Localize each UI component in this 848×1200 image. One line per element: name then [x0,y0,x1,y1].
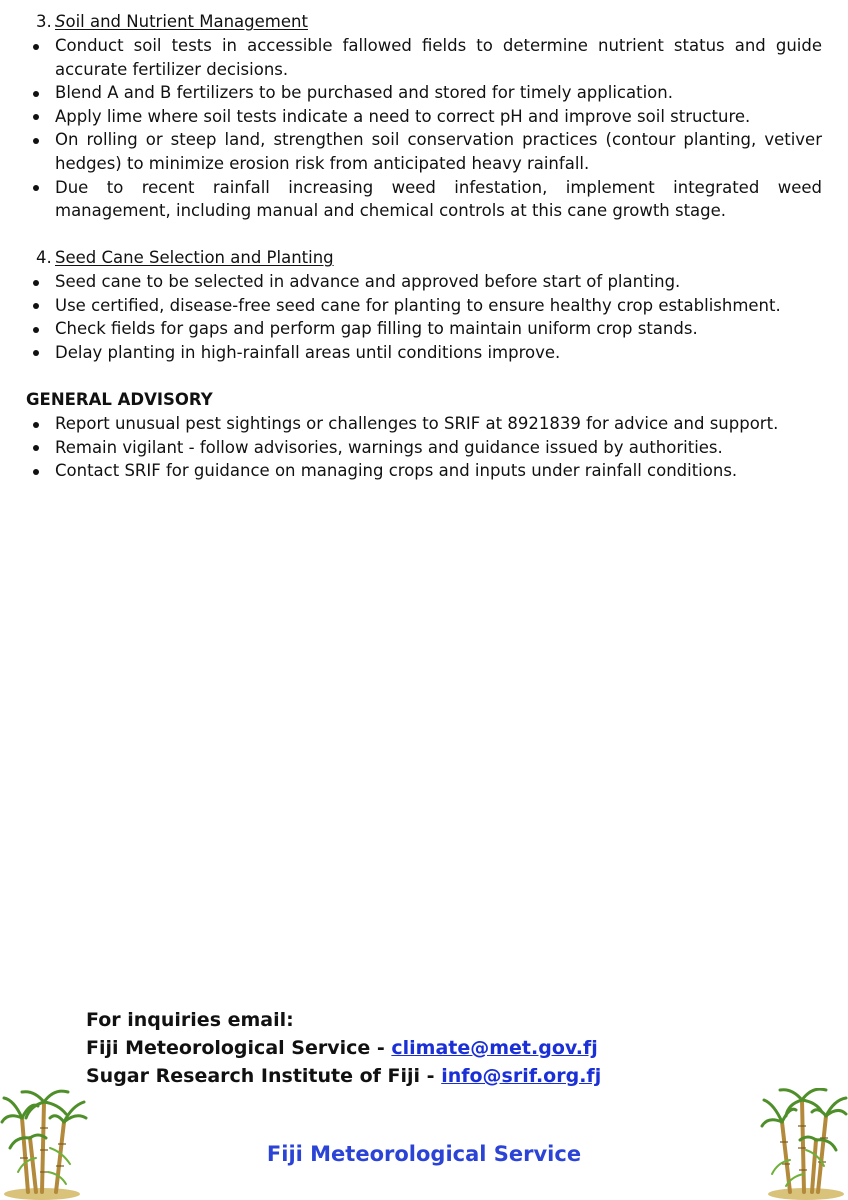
list-item: Delay planting in high-rainfall areas until conditions improve. [0,341,848,365]
section-number: 3. [36,12,52,31]
bullet-list [0,34,848,223]
section-title-row [0,10,848,34]
general-advisory-section [0,388,848,483]
contact-block [86,1006,601,1090]
list-item: Use certified, disease-free seed cane for planting to ensure healthy crop establishment. [0,294,848,318]
list-item: Due to recent rainfall increasing weed infestation, implement integrated weed management, including manual and chemical controls at this cane growth stage. [0,176,848,223]
bullet-list [0,270,848,364]
seed-cane-section [0,246,848,364]
list-item: Apply lime where soil tests indicate a need to correct pH and improve soil structure. [0,105,848,129]
contact-title: For inquiries email: [86,1009,294,1031]
list-item: Conduct soil tests in accessible fallowed fields to determine nutrient status and guide accurate fertilizer decisions. [0,34,848,81]
soil-nutrient-section [0,10,848,223]
contact-fms-row [86,1034,601,1062]
section-heading: Soil and Nutrient Management [55,12,308,31]
list-item: Seed cane to be selected in advance and approved before start of planting. [0,270,848,294]
list-item: Report unusual pest sightings or challenges to SRIF at 8921839 for advice and support. [0,412,848,436]
srif-email-link[interactable]: info@srif.org.fj [441,1065,602,1087]
section-title-row [0,246,848,270]
list-item: Contact SRIF for guidance on managing crops and inputs under rainfall conditions. [0,459,848,483]
general-advisory-heading: GENERAL ADVISORY [26,390,213,409]
section-heading: Seed Cane Selection and Planting [55,248,334,267]
section-number: 4. [36,248,52,267]
footer-title: Fiji Meteorological Service [266,1142,582,1166]
contact-srif-label: Sugar Research Institute of Fiji - [86,1065,442,1087]
list-item: Blend A and B fertilizers to be purchased and stored for timely application. [0,81,848,105]
list-item: On rolling or steep land, strengthen soil conservation practices (contour planting, vetiver hedges) to minimize erosion risk from anticipated heavy rainfall. [0,128,848,175]
fms-email-link[interactable]: climate@met.gov.fj [391,1037,598,1059]
list-item: Remain vigilant - follow advisories, warnings and guidance issued by authorities. [0,436,848,460]
contact-srif-row [86,1062,601,1090]
list-item: Check fields for gaps and perform gap filling to maintain uniform crop stands. [0,317,848,341]
contact-fms-label: Fiji Meteorological Service - [86,1037,392,1059]
